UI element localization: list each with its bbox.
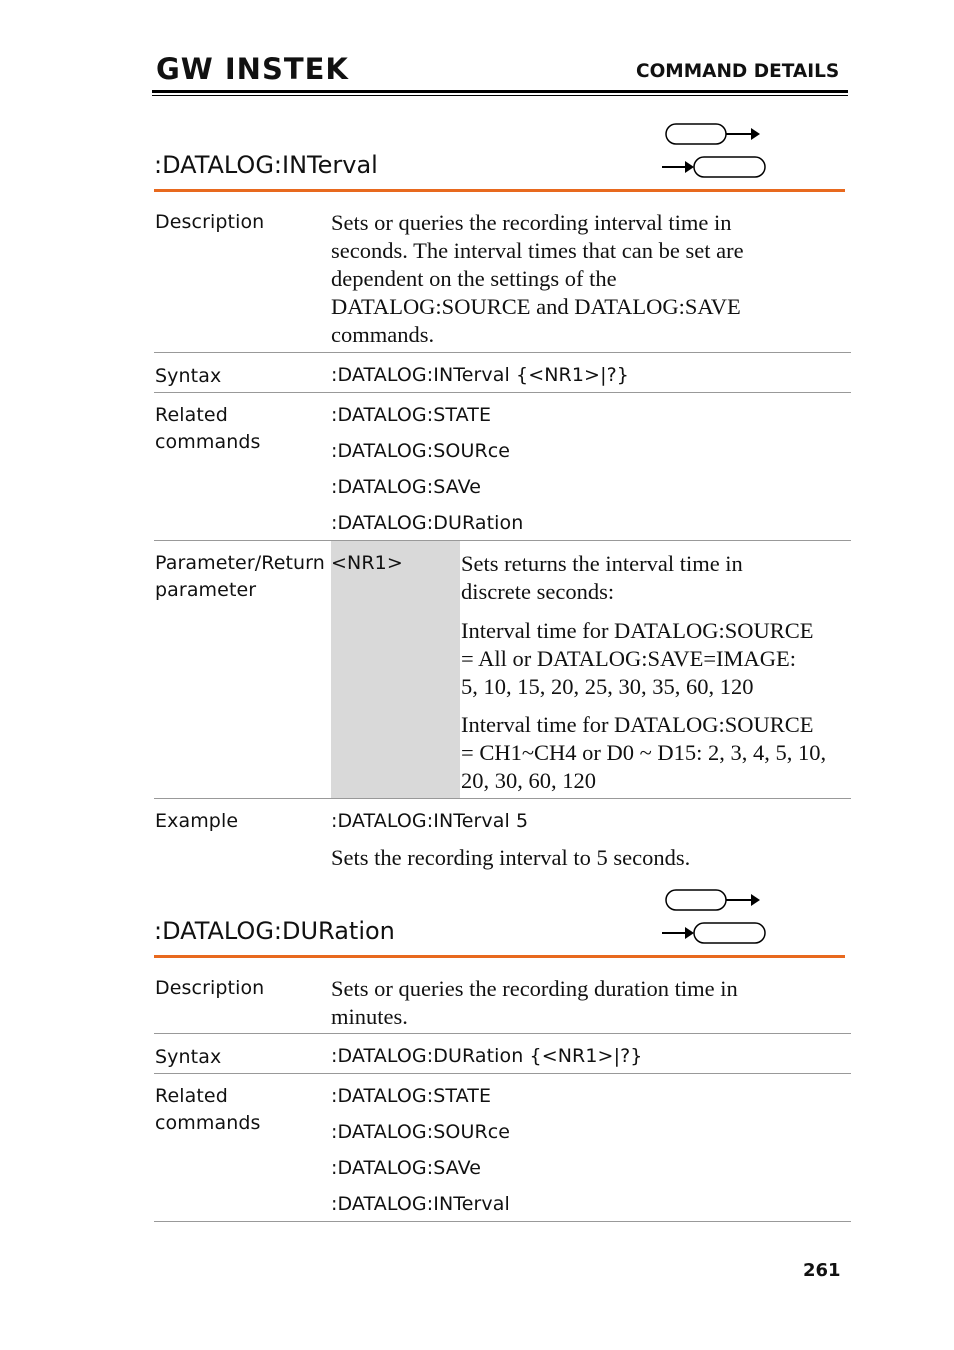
description-text: Sets or queries the recording interval time in seconds. The interval times that can be set are dependent on the settings of the DATALOG:SOURCE and DATALOG:SAVE commands.: [331, 210, 744, 347]
related-command: :DATALOG:STATE: [331, 1085, 492, 1107]
row-divider: [154, 798, 851, 799]
parameter-name: <NR1>: [331, 552, 403, 574]
page-number: 261: [803, 1260, 841, 1281]
related-label: commands: [155, 1112, 261, 1134]
row-divider: [154, 540, 851, 541]
set-query-icon: [660, 121, 768, 181]
related-command: :DATALOG:INTerval: [331, 1193, 510, 1215]
row-divider: [154, 1033, 851, 1034]
section-title-duration: :DATALOG:DURation: [154, 917, 395, 945]
related-command: :DATALOG:SAVe: [331, 1157, 482, 1179]
syntax-label: Syntax: [155, 365, 222, 387]
header-rule-thin: [152, 95, 848, 96]
example-label: Example: [155, 810, 239, 832]
parameter-description: Interval time for DATALOG:SOURCE = CH1~CH4 or D0 ~ D15: 2, 3, 4, 5, 10, 20, 30, 60, 120: [461, 712, 827, 793]
row-divider: [154, 1073, 851, 1074]
gw-instek-logo: GW INSTEK: [156, 52, 349, 86]
description-label: Description: [155, 977, 265, 999]
parameter-label: parameter: [155, 579, 257, 601]
syntax-value: :DATALOG:INTerval {<NR1>|?}: [331, 364, 629, 386]
related-command: :DATALOG:SAVe: [331, 476, 482, 498]
example-description: Sets the recording interval to 5 seconds.: [331, 845, 691, 870]
related-command: :DATALOG:SOURce: [331, 440, 511, 462]
header-rule: [152, 90, 848, 93]
example-command: :DATALOG:INTerval 5: [331, 810, 529, 832]
section-rule: [154, 189, 845, 192]
parameter-description: Sets returns the interval time in discrete seconds:: [461, 551, 743, 604]
section-title-interval: :DATALOG:INTerval: [154, 151, 378, 179]
description-text: Sets or queries the recording duration time in minutes.: [331, 976, 738, 1029]
syntax-label: Syntax: [155, 1046, 222, 1068]
related-command: :DATALOG:STATE: [331, 404, 492, 426]
row-divider: [154, 392, 851, 393]
related-command: :DATALOG:SOURce: [331, 1121, 511, 1143]
syntax-value: :DATALOG:DURation {<NR1>|?}: [331, 1045, 643, 1067]
description-label: Description: [155, 211, 265, 233]
set-query-icon: [660, 887, 768, 947]
section-rule: [154, 955, 845, 958]
related-label: commands: [155, 431, 261, 453]
row-divider: [154, 352, 851, 353]
related-label: Related: [155, 404, 228, 426]
related-label: Related: [155, 1085, 228, 1107]
parameter-description: Interval time for DATALOG:SOURCE = All or DATALOG:SAVE=IMAGE: 5, 10, 15, 20, 25, 30, 35, 60, 120: [461, 618, 814, 699]
header-section-title: COMMAND DETAILS: [636, 61, 840, 82]
row-divider: [154, 1221, 851, 1222]
parameter-name-cell: [331, 541, 460, 798]
related-command: :DATALOG:DURation: [331, 512, 524, 534]
parameter-label: Parameter/Return: [155, 552, 325, 574]
